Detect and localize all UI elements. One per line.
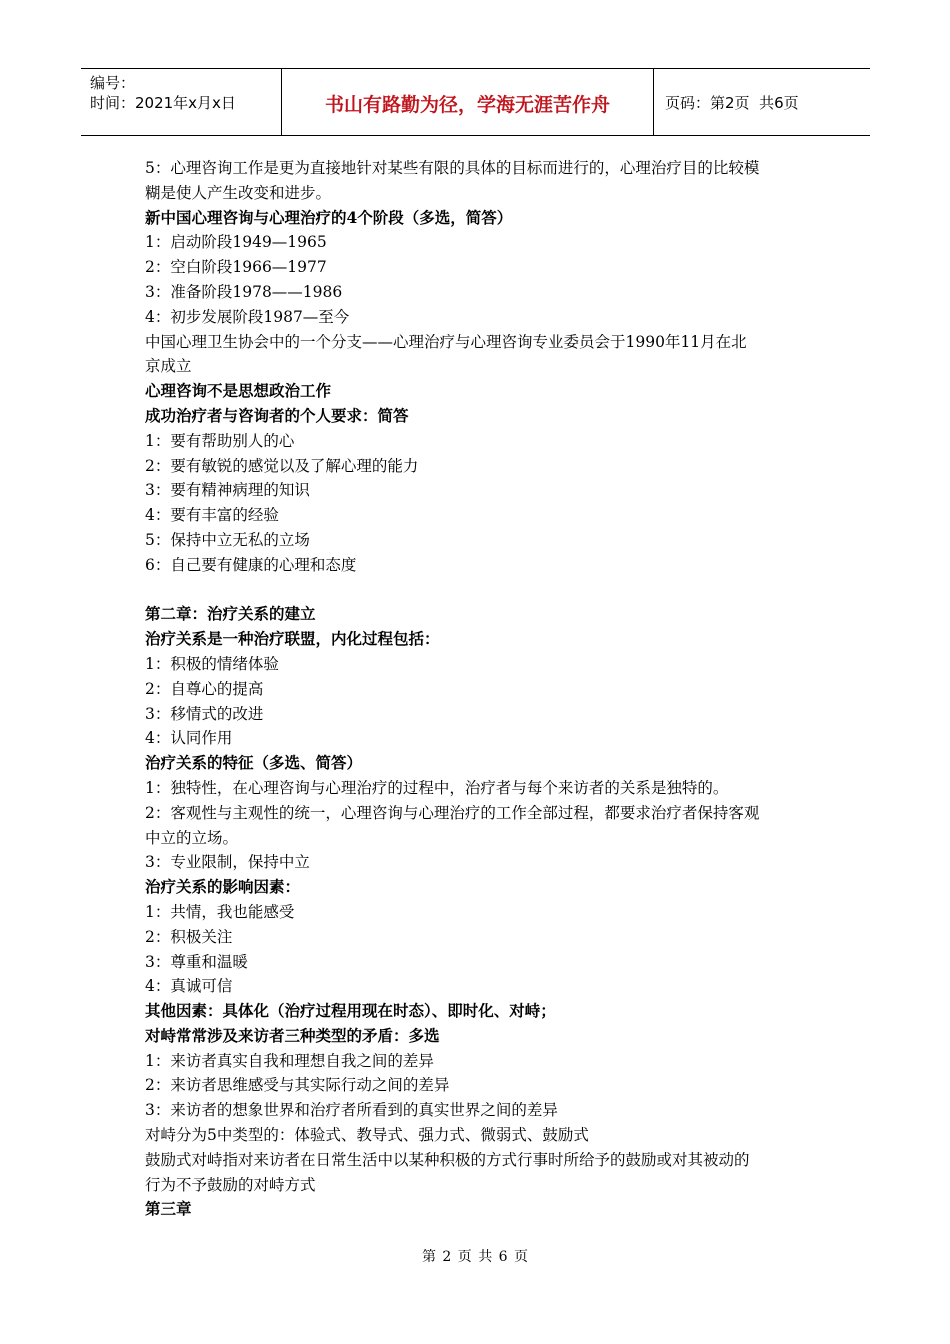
- section-heading: 其他因素：具体化（治疗过程用现在时态）、即时化、对峙；: [145, 1001, 556, 1021]
- section-heading: 第二章：治疗关系的建立: [145, 604, 316, 624]
- text-line: 糊是使人产生改变和进步。: [145, 183, 332, 202]
- text-line: 4：真诚可信: [145, 977, 233, 996]
- section-heading: 治疗关系的影响因素：: [145, 877, 301, 897]
- text-line: 1：积极的情绪体验: [145, 654, 279, 673]
- header-motto: 书山有路勤为径，学海无涯苦作舟: [282, 69, 654, 135]
- text-line: 6：自己要有健康的心理和态度: [145, 555, 357, 574]
- text-line: 2：来访者思维感受与其实际行动之间的差异: [145, 1076, 450, 1095]
- text-line: 对峙分为5中类型的：体验式、教导式、强力式、微弱式、鼓励式: [145, 1126, 589, 1145]
- text-line: 1：来访者真实自我和理想自我之间的差异: [145, 1051, 434, 1070]
- text-line: 3：准备阶段1978——1986: [145, 282, 343, 301]
- text-line: 2：要有敏锐的感觉以及了解心理的能力: [145, 456, 419, 475]
- section-heading: 对峙常常涉及来访者三种类型的矛盾：多选: [145, 1025, 440, 1045]
- page-info-text: 页码：第2页 共6页: [665, 93, 799, 112]
- section-heading: 治疗关系是一种治疗联盟，内化过程包括：: [145, 629, 440, 649]
- text-line: 1：共情，我也能感受: [145, 902, 295, 921]
- text-line: 4：要有丰富的经验: [145, 506, 279, 525]
- page-header: [81, 68, 870, 136]
- text-line: 3：要有精神病理的知识: [145, 481, 310, 500]
- header-page-info: [654, 69, 870, 135]
- text-line: 5：保持中立无私的立场: [145, 530, 310, 549]
- text-line: 3：移情式的改进: [145, 704, 264, 723]
- text-line: 京成立: [145, 357, 192, 376]
- text-line: 行为不予鼓励的对峙方式: [145, 1175, 316, 1194]
- text-line: 3：专业限制，保持中立: [145, 853, 310, 872]
- header-meta: [81, 69, 282, 135]
- section-heading: 新中国心理咨询与心理治疗的4个阶段（多选，简答）: [145, 207, 513, 227]
- text-line: 1：启动阶段1949—1965: [145, 233, 327, 252]
- text-line: 1：要有帮助别人的心: [145, 431, 295, 450]
- text-line: 2：客观性与主观性的统一，心理咨询与心理治疗的工作全部过程，都要求治疗者保持客观: [145, 803, 760, 822]
- text-line: 5：心理咨询工作是更为直接地针对某些有限的具体的目标而进行的，心理治疗目的比较模: [145, 159, 760, 177]
- text-line: 2：空白阶段1966—1977: [145, 258, 327, 277]
- document-body: [145, 156, 815, 1222]
- text-line: 中立的立场。: [145, 828, 239, 847]
- section-heading: 治疗关系的特征（多选、简答）: [145, 753, 363, 773]
- section-heading: 心理咨询不是思想政治工作: [145, 381, 332, 401]
- text-line: 4：认同作用: [145, 729, 233, 748]
- section-heading: 第三章: [145, 1199, 192, 1219]
- text-line: 4：初步发展阶段1987—至今: [145, 307, 350, 326]
- text-line: 2：自尊心的提高: [145, 679, 264, 698]
- text-line: 2：积极关注: [145, 927, 233, 946]
- text-line: 1：独特性，在心理咨询与心理治疗的过程中，治疗者与每个来访者的关系是独特的。: [145, 778, 729, 797]
- section-heading: 成功治疗者与咨询者的个人要求：简答: [145, 405, 409, 425]
- page-footer: 第 2 页 共 6 页: [421, 1249, 529, 1265]
- date-label: 时间：2021年x月x日: [90, 94, 236, 112]
- text-line: 3：来访者的想象世界和治疗者所看到的真实世界之间的差异: [145, 1101, 558, 1120]
- number-label: 编号：: [90, 74, 136, 92]
- text-line: 3：尊重和温暖: [145, 952, 248, 971]
- blank-line: [145, 578, 815, 603]
- text-line: 中国心理卫生协会中的一个分支——心理治疗与心理咨询专业委员会于1990年11月在北: [145, 332, 747, 351]
- text-line: 鼓励式对峙指对来访者在日常生活中以某种积极的方式行事时所给予的鼓励或对其被动的: [145, 1150, 750, 1169]
